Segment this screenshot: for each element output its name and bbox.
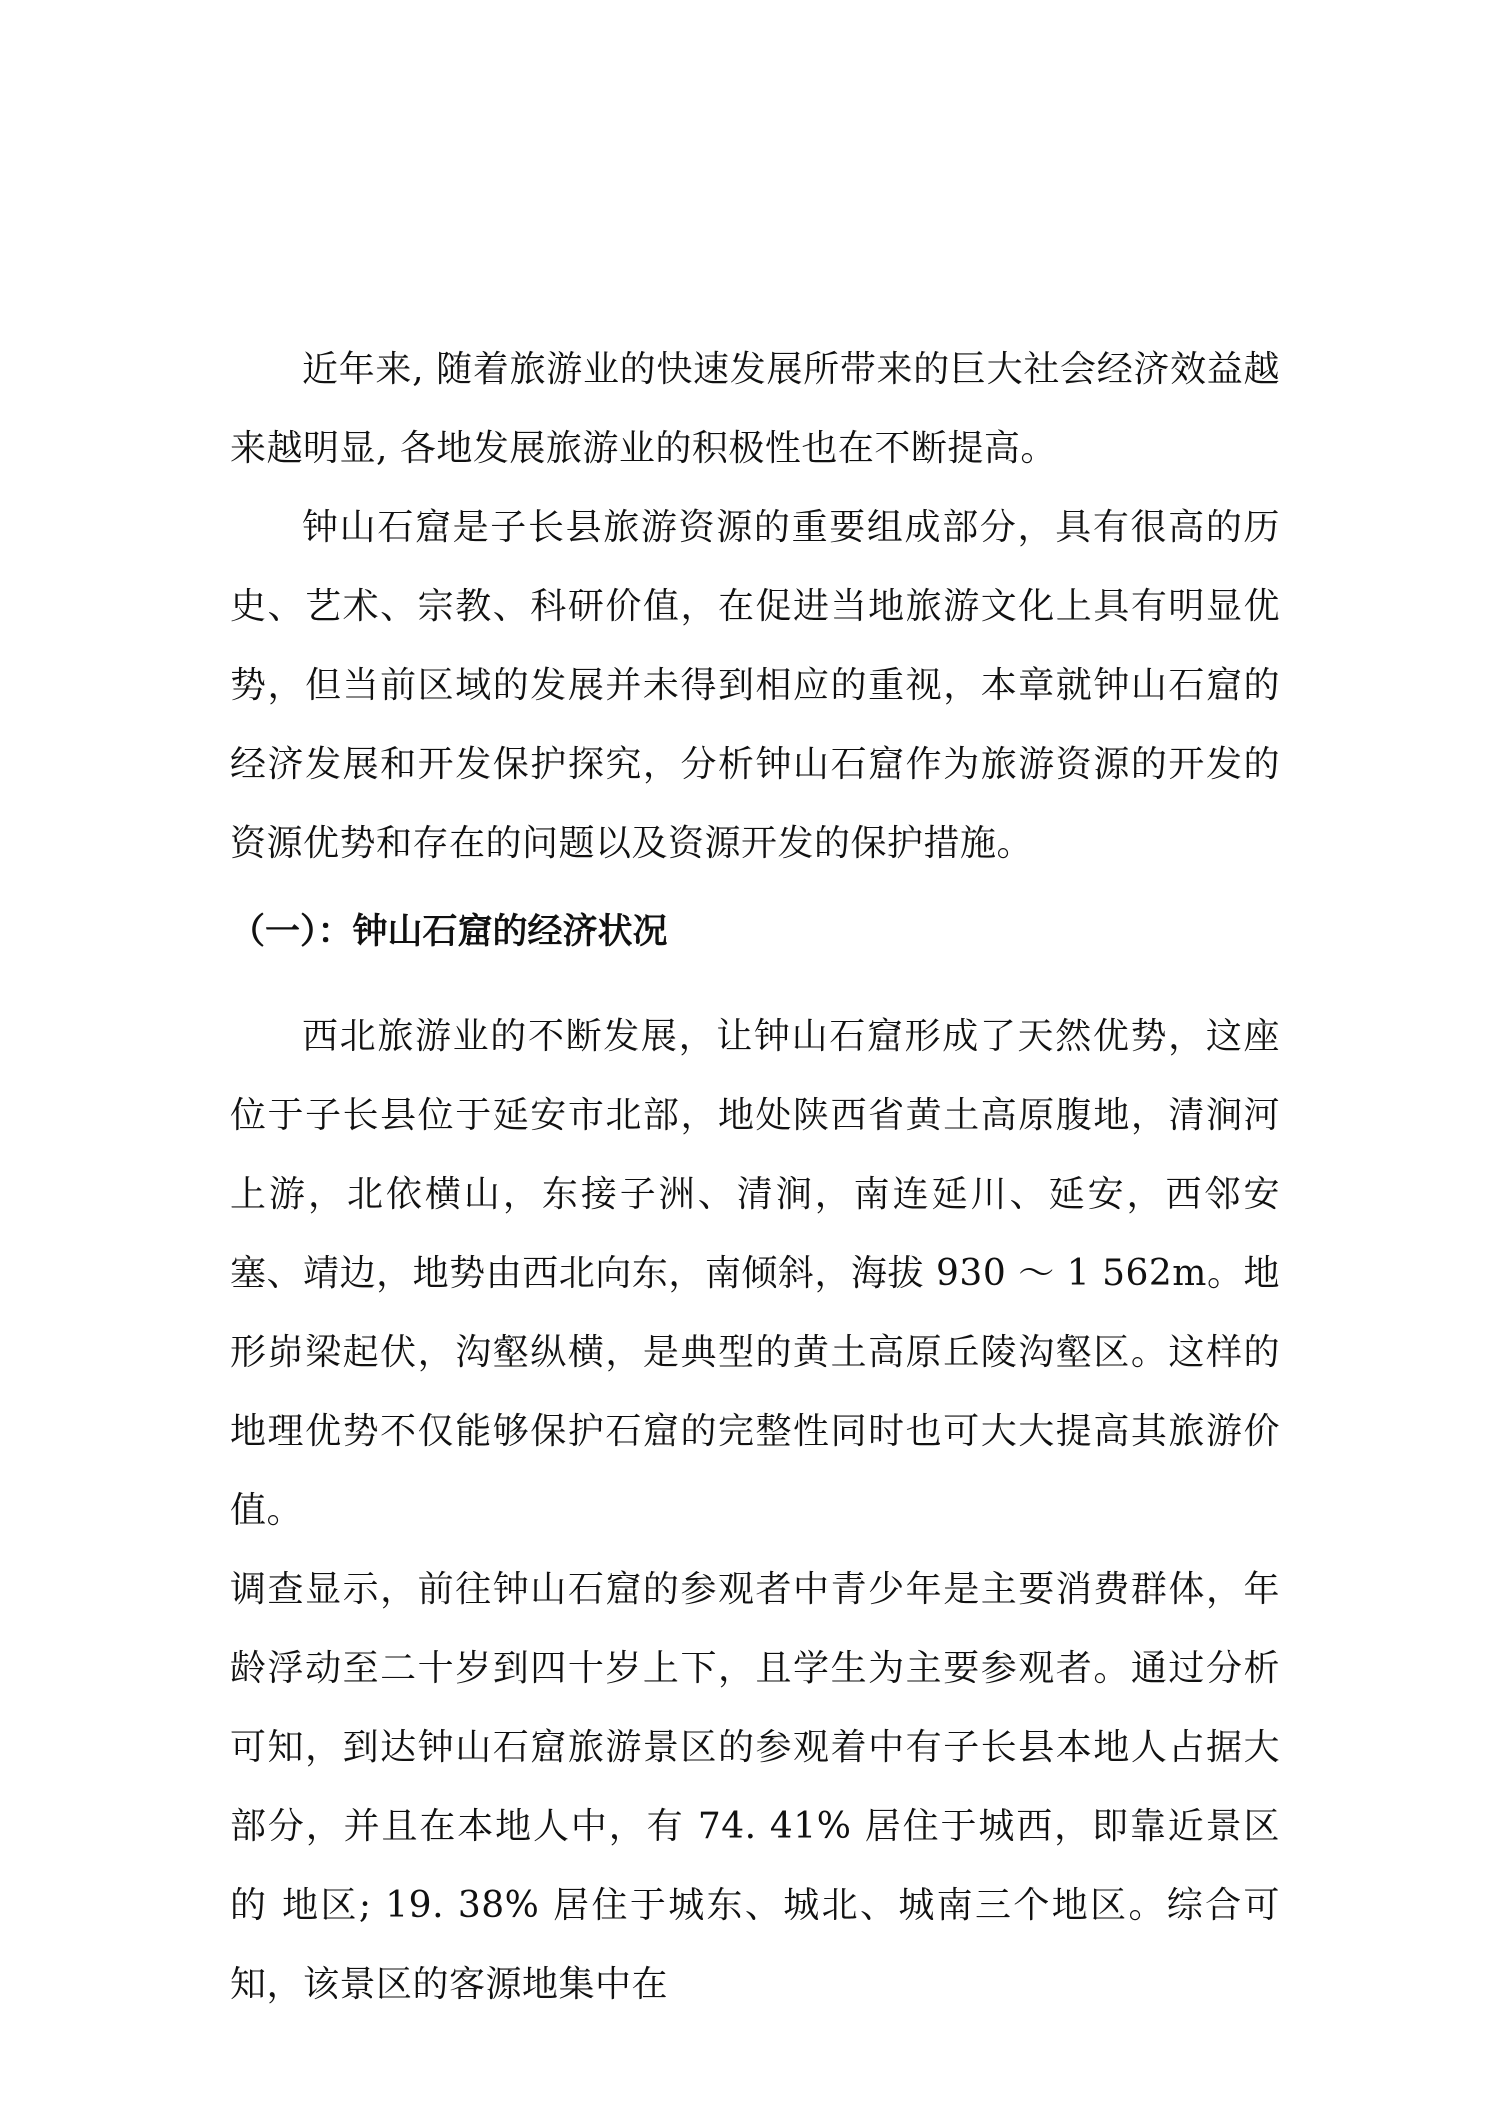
document-page xyxy=(230,330,1280,2024)
paragraph-zhongshan-grottoes: 钟山石窟是子长县旅游资源的重要组成部分，具有很高的历史、艺术、宗教、科研价值，在促进当地旅游文化上具有明显优势，但当前区域的发展并未得到相应的重视，本章就钟山石窟的经济发展和开发保护探究，分析钟山石窟作为旅游资源的开发的资源优势和存在的问题以及资源开发的保护措施。 xyxy=(230,507,1280,864)
paragraph-intro: 近年来, 随着旅游业的快速发展所带来的巨大社会经济效益越来越明显, 各地发展旅游业的积极性也在不断提高。 xyxy=(230,349,1280,469)
paragraph-survey: 调查显示，前往钟山石窟的参观者中青少年是主要消费群体，年龄浮动至二十岁到四十岁上下，且学生为主要参观者。通过分析可知，到达钟山石窟旅游景区的参观着中有子长县本地人占据大部分，并且在本地人中，有 74. 41% 居住于城西，即靠近景区的 地区; 19. 38% 居住于城东、城北、城南三个地区。综合可知，该景区的客源地集中在 xyxy=(230,1569,1280,2005)
paragraph-geography: 西北旅游业的不断发展，让钟山石窟形成了天然优势，这座位于子长县位于延安市北部，地处陕西省黄土高原腹地，清涧河上游，北依横山，东接子洲、清涧，南连延川、延安，西邻安塞、靖边，地势由西北向东，南倾斜，海拔 930 ～ 1 562m。地形峁梁起伏，沟壑纵横，是典型的黄土高原丘陵沟壑区。这样的地理优势不仅能够保护石窟的完整性同时也可大大提高其旅游价值。 xyxy=(230,1016,1280,1531)
section-heading: （一）：钟山石窟的经济状况 xyxy=(230,912,668,952)
